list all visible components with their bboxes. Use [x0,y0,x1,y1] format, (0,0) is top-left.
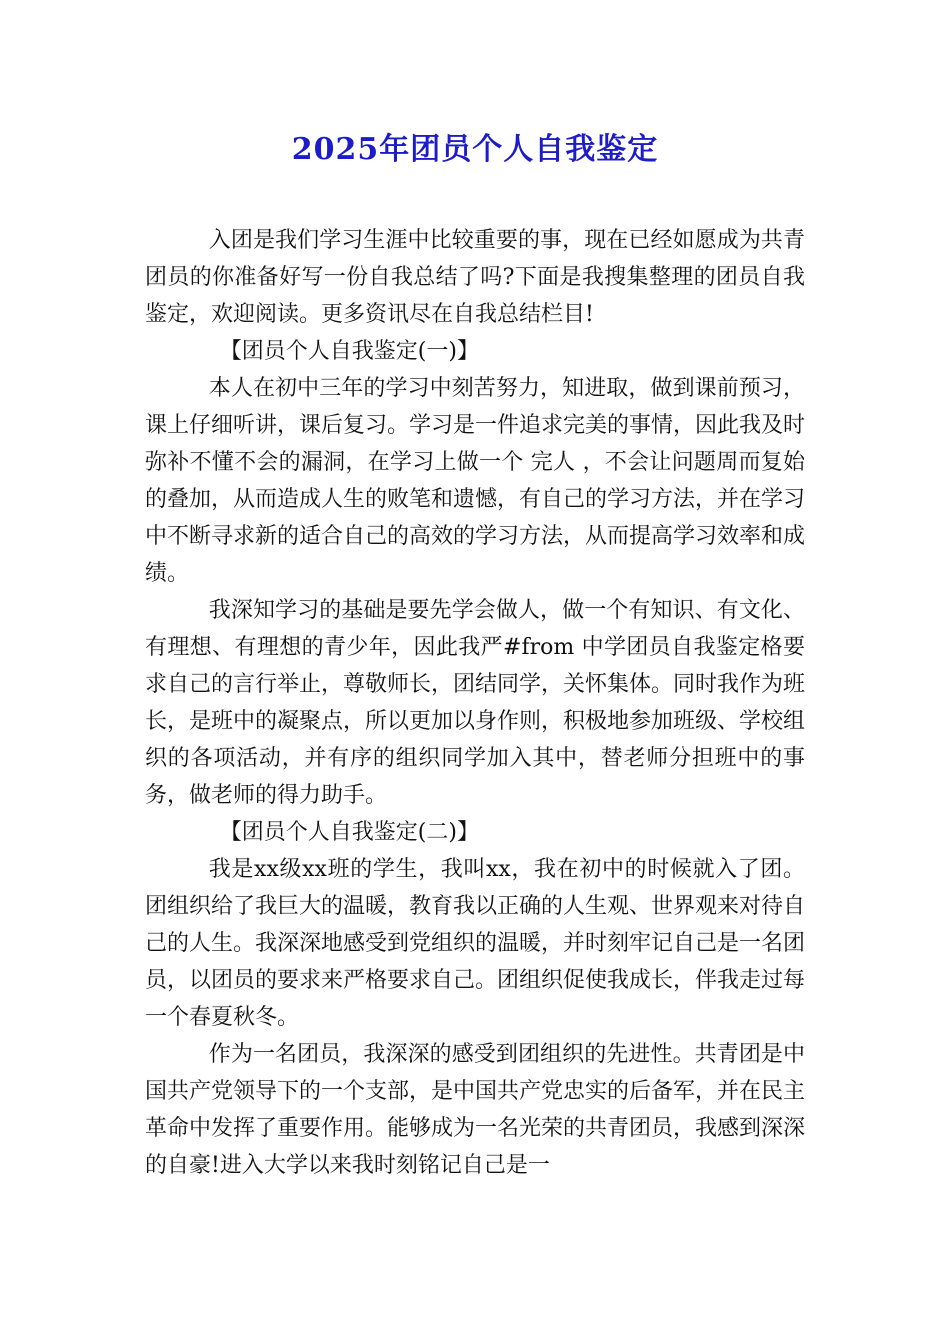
section1-paragraph-1: 本人在初中三年的学习中刻苦努力，知进取，做到课前预习，课上仔细听讲，课后复习。学习是一件追求完美的事情，因此我及时弥补不懂不会的漏洞，在学习上做一个 完人 ，不会让问题周而复始的叠加，从而造成人生的败笔和遗憾，有自己的学习方法，并在学习中不断寻求新的适合自己的高效的学习方法，从而提高学习效率和成绩。 [145,376,806,586]
section-heading-1: 【团员个人自我鉴定(一)】 [219,339,479,364]
section-heading-2: 【团员个人自我鉴定(二)】 [219,820,479,845]
intro-paragraph: 入团是我们学习生涯中比较重要的事，现在已经如愿成为共青团员的你准备好写一份自我总结了吗?下面是我搜集整理的团员自我鉴定，欢迎阅读。更多资讯尽在自我总结栏目! [145,228,805,327]
document-title: 2025年团员个人自我鉴定 [291,132,659,167]
section2-paragraph-2: 作为一名团员，我深深的感受到团组织的先进性。共青团是中国共产党领导下的一个支部，是中国共产党忠实的后备军，并在民主革命中发挥了重要作用。能够成为一名光荣的共青团员，我感到深深的自豪!进入大学以来我时刻铭记自己是一 [145,1042,806,1178]
section1-paragraph-2: 我深知学习的基础是要先学会做人，做一个有知识、有文化、有理想、有理想的青少年，因此我严#from 中学团员自我鉴定格要求自己的言行举止，尊敬师长，团结同学，关怀集体。同时我作为班长，是班中的凝聚点，所以更加以身作则，积极地参加班级、学校组织的各项活动，并有序的组织同学加入其中，替老师分担班中的事务，做老师的得力助手。 [145,598,806,808]
document-body [145,222,805,1184]
section2-paragraph-1: 我是xx级xx班的学生，我叫xx，我在初中的时候就入了团。团组织给了我巨大的温暖，教育我以正确的人生观、世界观来对待自己的人生。我深深地感受到党组织的温暖，并时刻牢记自己是一名团员，以团员的要求来严格要求自己。团组织促使我成长，伴我走过每一个春夏秋冬。 [145,857,806,1030]
